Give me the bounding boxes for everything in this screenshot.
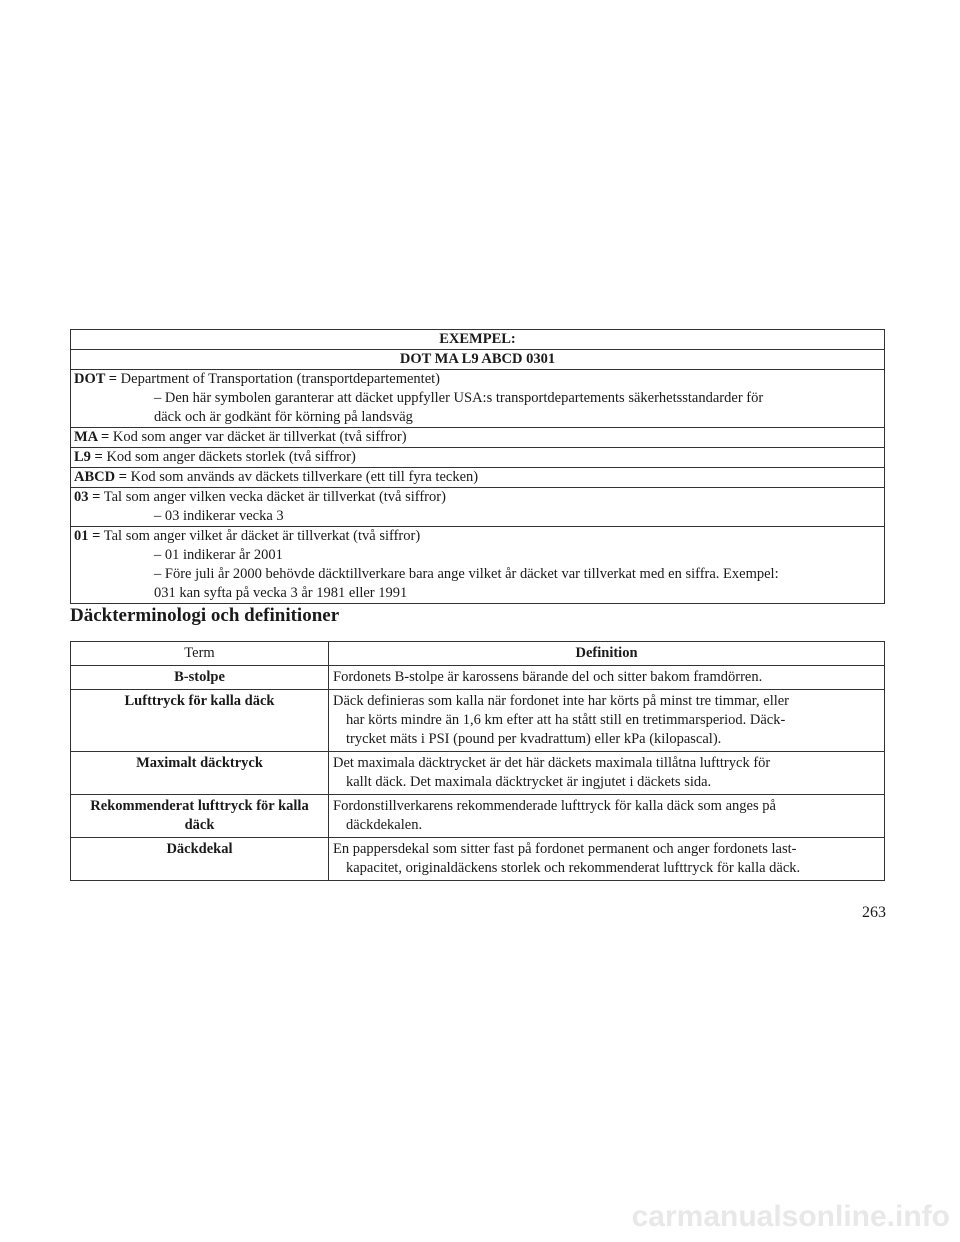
example-sub-line: däck och är godkänt för körning på landsväg [154, 409, 413, 425]
watermark: carmanualsonline.info [631, 1200, 950, 1233]
definition-line: Fordonets B-stolpe är karossens bärande del och sitter bakom framdörren. [333, 669, 763, 685]
example-row [71, 448, 885, 468]
example-row [71, 370, 885, 428]
example-label: 03 = [74, 489, 101, 505]
example-cell [71, 488, 885, 527]
term-row [71, 752, 885, 795]
example-sub-line: – 03 indikerar vecka 3 [154, 508, 284, 524]
definition-cell [329, 795, 885, 838]
example-text: Department of Transportation (transportdepartementet) [120, 371, 440, 387]
example-label: ABCD = [74, 469, 127, 485]
example-cell [71, 448, 885, 468]
example-sub-line: – Den här symbolen garanterar att däcket uppfyller USA:s transportdepartements säkerhetsstandarder för [154, 390, 764, 406]
definition-cell [329, 838, 885, 881]
definition-line: En pappersdekal som sitter fast på fordonet permanent och anger fordonets last- [333, 841, 797, 857]
section-heading: Däckterminologi och definitioner [70, 605, 340, 626]
definition-line: kapacitet, originaldäckens storlek och rekommenderat lufttryck för kalla däck. [346, 860, 801, 876]
definition-line: kallt däck. Det maximala däcktrycket är ingjutet i däckets sida. [346, 774, 712, 790]
example-label: DOT = [74, 371, 118, 387]
term-cell: Däckdekal [71, 838, 329, 881]
example-sub-line: – Före juli år 2000 behövde däcktillverkare bara ange vilket år däcket var tillverkat med en siffra. Exempel: [154, 566, 779, 582]
terms-table [70, 641, 885, 881]
page-number: 263 [862, 904, 886, 921]
term-row [71, 666, 885, 690]
example-label: 01 = [74, 528, 101, 544]
example-cell [71, 468, 885, 488]
col-term-header: Term [71, 642, 329, 666]
example-row [71, 488, 885, 527]
definition-line: Däck definieras som kalla när fordonet inte har körts på minst tre timmar, eller [333, 693, 790, 709]
term-cell: Rekommenderat lufttryck för kalla däck [71, 795, 329, 838]
example-label: L9 = [74, 449, 103, 465]
term-row [71, 795, 885, 838]
example-text: Kod som anger däckets storlek (två siffror) [106, 449, 356, 465]
definition-line: har körts mindre än 1,6 km efter att ha stått still en tretimmarsperiod. Däck- [346, 712, 786, 728]
definition-line: däckdekalen. [346, 817, 423, 833]
example-row [71, 527, 885, 604]
term-cell: Lufttryck för kalla däck [71, 690, 329, 752]
example-sub-line: 031 kan syfta på vecka 3 år 1981 eller 1991 [154, 585, 408, 601]
example-sub-line: – 01 indikerar år 2001 [154, 547, 283, 563]
term-row [71, 838, 885, 881]
definition-cell [329, 666, 885, 690]
example-header: EXEMPEL: [71, 330, 885, 350]
definition-line: Fordonstillverkarens rekommenderade lufttryck för kalla däck som anges på [333, 798, 776, 814]
definition-line: trycket mäts i PSI (pound per kvadrattum) eller kPa (kilopascal). [346, 731, 722, 747]
term-cell: Maximalt däcktryck [71, 752, 329, 795]
example-cell [71, 428, 885, 448]
example-line [74, 468, 881, 487]
example-line [74, 428, 881, 447]
example-code: DOT MA L9 ABCD 0301 [71, 350, 885, 370]
example-cell [71, 370, 885, 428]
example-text: Tal som anger vilken vecka däcket är tillverkat (två siffror) [103, 489, 446, 505]
col-definition-header: Definition [329, 642, 885, 666]
term-row [71, 690, 885, 752]
example-line [74, 448, 881, 467]
example-cell [71, 527, 885, 604]
example-label: MA = [74, 429, 110, 445]
example-text: Kod som används av däckets tillverkare (ett till fyra tecken) [130, 469, 479, 485]
example-line [74, 370, 881, 389]
definition-cell [329, 752, 885, 795]
definition-line: Det maximala däcktrycket är det här däckets maximala tillåtna lufttryck för [333, 755, 771, 771]
example-line [74, 488, 881, 507]
example-text: Tal som anger vilket år däcket är tillverkat (två siffror) [103, 528, 421, 544]
example-table [70, 329, 885, 604]
definition-cell [329, 690, 885, 752]
term-cell: B-stolpe [71, 666, 329, 690]
example-line [74, 527, 881, 546]
example-row [71, 428, 885, 448]
example-row [71, 468, 885, 488]
example-text: Kod som anger var däcket är tillverkat (två siffror) [112, 429, 407, 445]
